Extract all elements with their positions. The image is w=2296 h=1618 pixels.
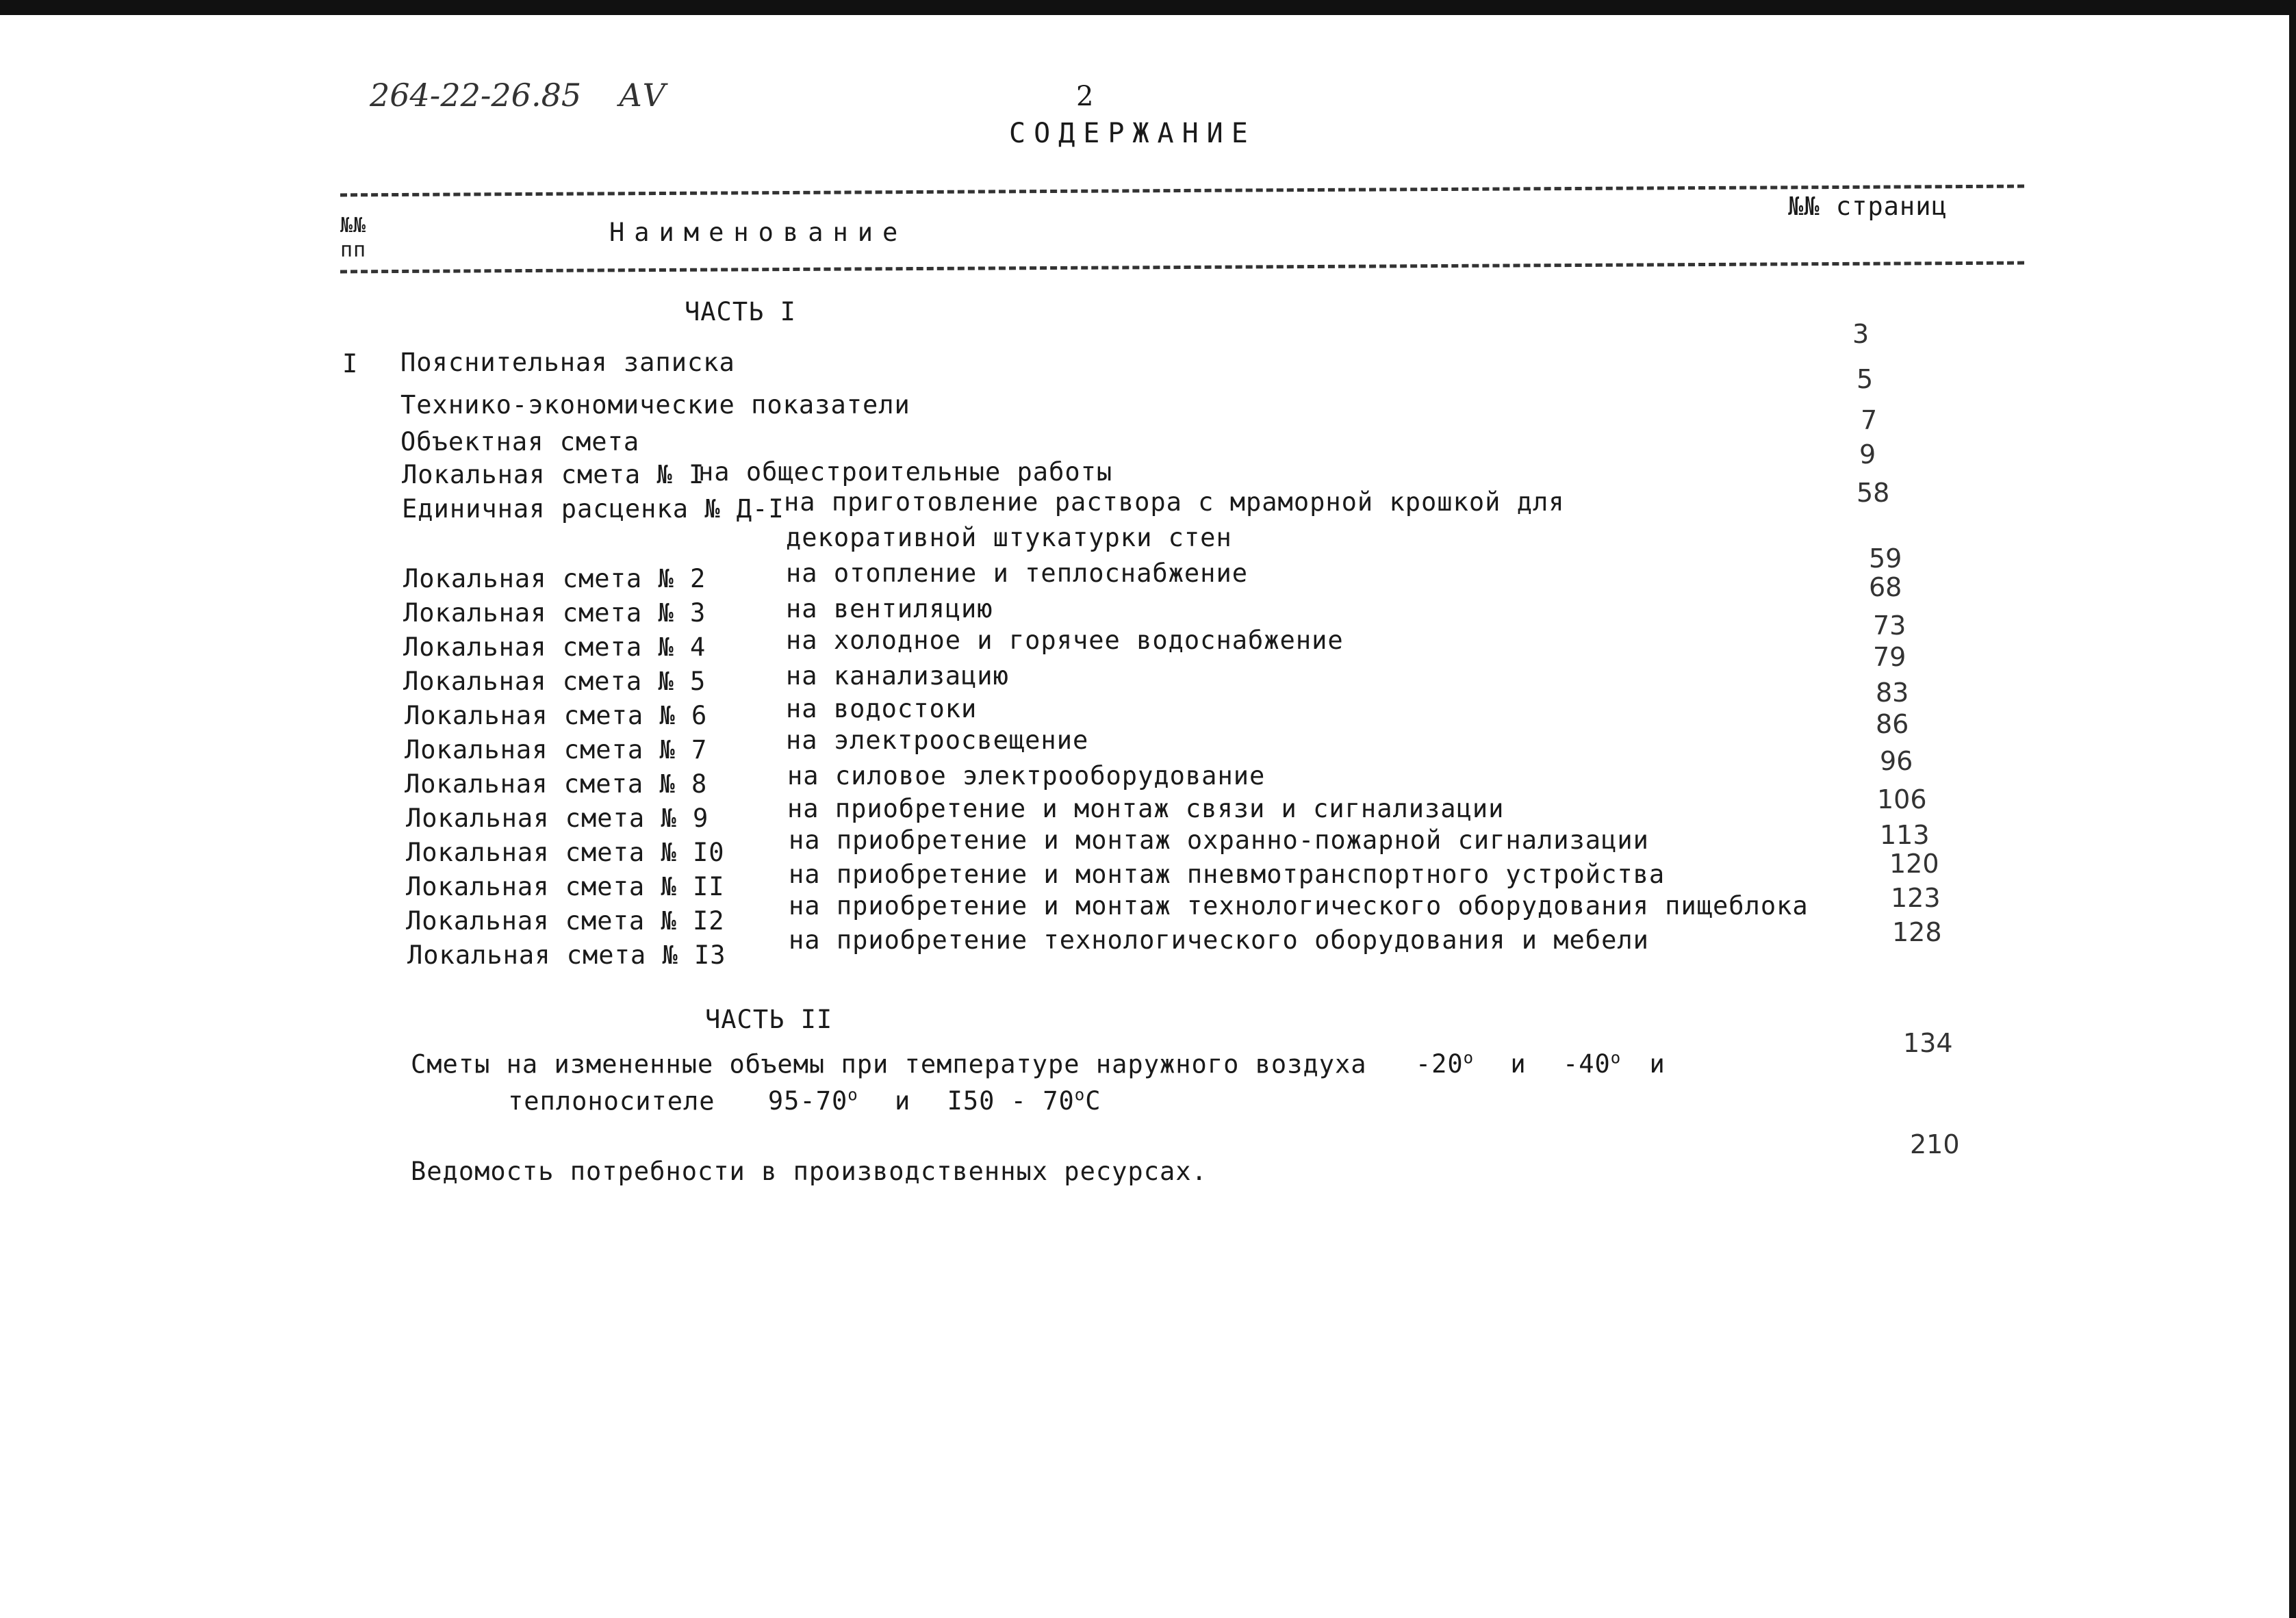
estimates-line-2 [508,1086,1101,1116]
list-item-name: Единичная расценка № Д-I [402,494,785,524]
part-2-label: ЧАСТЬ II [705,1005,833,1034]
list-item-page: 128 [1892,917,1942,947]
list-item-name: Локальная смета № 2 [403,564,706,593]
list-item-page: 3 [1852,319,1870,349]
list-item-name: Технико-экономические показатели [400,390,910,420]
list-item-description: на отопление и теплоснабжение [786,558,1249,588]
column-number-header [340,214,366,263]
doc-code-text: 264-22-26.85 [370,77,582,114]
temperature-1: -20 [1415,1049,1464,1079]
list-item-description: на силовое электрооборудование [787,761,1266,791]
header-bottom-rule [340,261,2024,274]
list-item-description: на приобретение и монтаж связи и сигнализации [787,794,1505,823]
list-item-page: 120 [1889,849,1939,879]
list-item-name: Локальная смета № 3 [403,598,706,628]
col-num-sub-label: пп [340,238,367,262]
conjunction: и [1649,1049,1666,1079]
page-number: 2 [1076,81,1094,112]
list-item-name: Пояснительная записка [400,348,735,377]
list-item-name: Локальная смета № 9 [406,804,709,833]
temperature-2: -40 [1562,1049,1611,1079]
list-item-page: 73 [1873,611,1906,641]
list-item-page: 123 [1891,883,1941,913]
degree-mark: о [1610,1049,1622,1068]
conjunction: и [1510,1049,1527,1079]
scan-border-right [2289,0,2296,1618]
conjunction: и [895,1086,911,1116]
coolant-range-2: I50 - 70 [947,1086,1075,1116]
estimates-text: Сметы на измененные объемы при температуре наружного воздуха [411,1049,1367,1079]
list-item-page: 5 [1857,364,1874,394]
list-item-description: на приобретение и монтаж охранно-пожарной сигнализации [789,825,1649,855]
list-item-page: 68 [1869,572,1902,602]
degree-mark: о [847,1086,858,1105]
list-item-name: Локальная смета № I0 [406,838,725,867]
column-pages-header: №№ страниц [1788,192,1948,221]
part-1-label: ЧАСТЬ I [685,297,796,326]
coolant-range-1: 95-70 [767,1086,848,1116]
list-item-description: на электроосвещение [786,725,1089,755]
list-item-page: 86 [1876,709,1909,739]
estimates-page: 134 [1903,1028,1953,1058]
list-item-description: на приготовление раствора с мраморной крошкой для [784,487,1565,517]
scan-border-top [0,0,2296,15]
list-item-page: 106 [1877,784,1927,814]
list-item-name: Локальная смета № 5 [403,667,706,696]
list-item-name: Объектная смета [400,427,640,457]
list-item-name: Локальная смета № 8 [405,769,708,799]
column-name-header: Наименование [609,218,908,247]
list-item-description: на водостоки [786,694,978,723]
list-item-description: на приобретение и монтаж технологического оборудования пищеблока [789,891,1809,921]
list-item-name: Локальная смета № I [402,460,705,489]
list-item-name: Локальная смета № 6 [405,701,708,730]
list-item-description: на приобретение и монтаж пневмотранспортного устройства [789,860,1666,889]
list-item-page: 96 [1880,746,1913,776]
document-code [370,77,665,114]
list-item-page: 7 [1861,405,1878,435]
list-item-name: Локальная смета № I3 [407,940,726,970]
page-title: СОДЕРЖАНИЕ [1009,118,1256,149]
list-item-name: Локальная смета № I2 [406,906,725,936]
resources-statement: Ведомость потребности в производственных ресурсах. [411,1157,1208,1186]
list-item-name: Локальная смета № 4 [403,632,706,662]
degree-mark: о [1074,1086,1086,1105]
list-item-page: 113 [1880,820,1930,850]
album-text: АV [618,77,665,114]
list-item-page: 59 [1869,543,1902,574]
list-item-description: на приобретение технологического оборудования и мебели [789,925,1649,955]
col-num-label: №№ [340,214,367,237]
list-item-page: 79 [1873,642,1906,672]
list-item-name: Локальная смета № II [406,872,725,901]
list-item-description: на общестроительные работы [698,457,1113,487]
celsius-unit: С [1085,1086,1101,1116]
list-item-description: на холодное и горячее водоснабжение [786,626,1344,655]
resources-page: 210 [1910,1129,1960,1159]
header-top-rule [340,185,2024,197]
list-item-page: 83 [1876,678,1909,708]
list-item-page: 58 [1857,478,1890,508]
list-item-description: на вентиляцию [786,594,993,624]
list-item-description: на канализацию [786,661,1009,691]
degree-mark: о [1463,1049,1475,1068]
list-item-page: 9 [1859,439,1876,470]
list-item-name: Локальная смета № 7 [405,735,708,765]
estimates-line-1 [411,1049,1666,1079]
coolant-text: теплоносителе [508,1086,715,1116]
list-item-description-continued: декоративной штукатурки стен [786,523,1232,552]
section-number: I [342,349,359,378]
